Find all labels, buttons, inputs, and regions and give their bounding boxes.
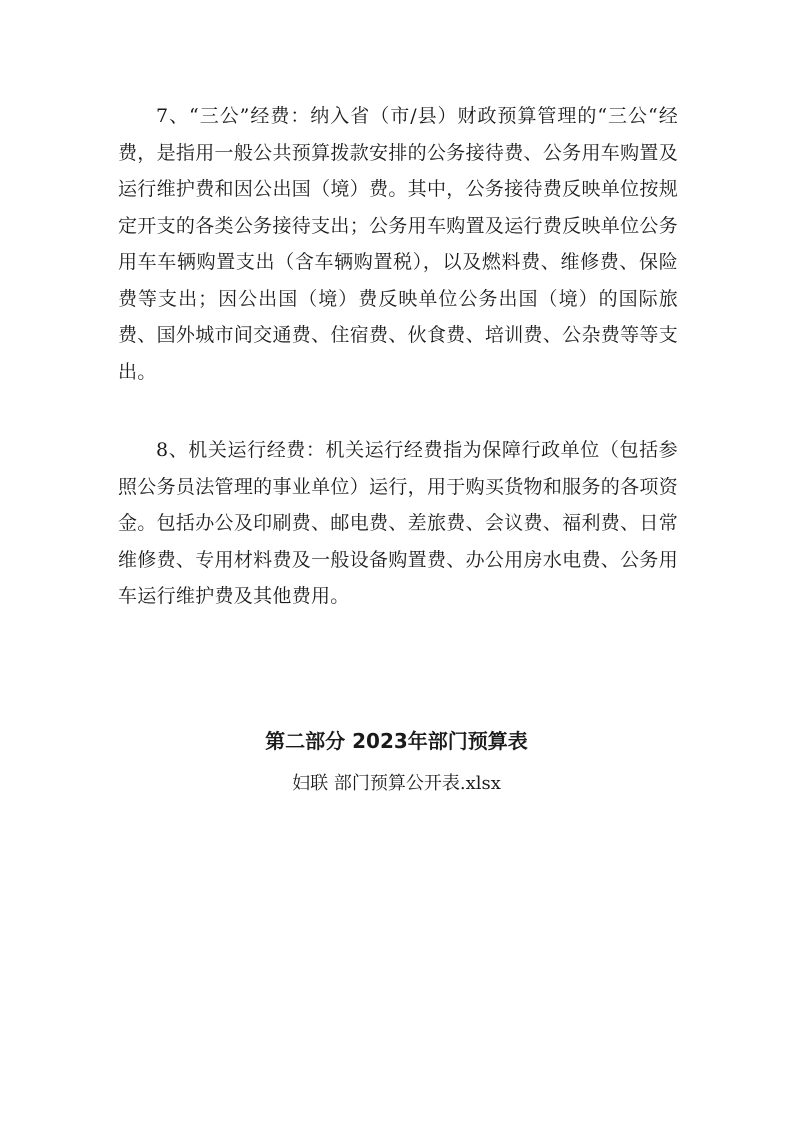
section-heading: 第二部分 2023年部门预算表 bbox=[265, 729, 528, 753]
paragraph-agency-operating-expenses: 8、机关运行经费：机关运行经费指为保障行政单位（包括参照公务员法管理的事业单位）运行，用于购买货物和服务的各项资金。包括办公及印刷费、邮电费、差旅费、会议费、福利费、日常维修费、专用材料费及一般设备购置费、办公用房水电费、公务用车运行维护费及其他费用。 bbox=[118, 439, 678, 607]
paragraph-three-public-expenses: 7、“三公”经费：纳入省（市/县）财政预算管理的“三公“经费，是指用一般公共预算拨款安排的公务接待费、公务用车购置及运行维护费和因公出国（境）费。其中，公务接待费反映单位按规定开支的各类公务接待支出；公务用车购置及运行费反映单位公务用车车辆购置支出（含车辆购置税），以及燃料费、维修费、保险费等支出；因公出国（境）费反映单位公务出国（境）的国际旅费、国外城市间交通费、住宿费、伙食费、培训费、公杂费等等支出。 bbox=[118, 105, 678, 383]
attachment-file-link[interactable]: 妇联 部门预算公开表.xlsx bbox=[292, 773, 501, 794]
